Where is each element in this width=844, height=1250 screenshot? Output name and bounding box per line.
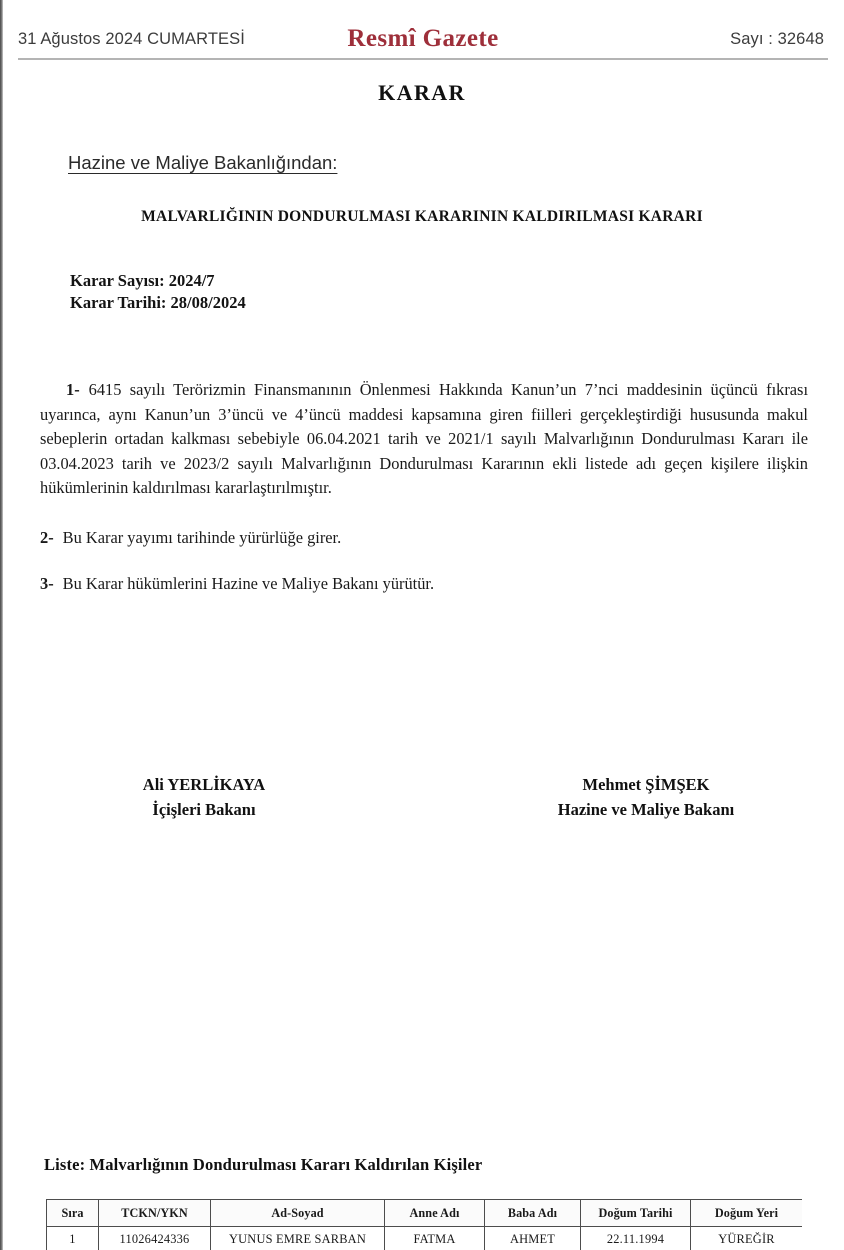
scan-edge-artifact [0, 0, 3, 1250]
decision-body [40, 378, 808, 597]
table-header-row [47, 1200, 803, 1227]
cell-ad-soyad: YUNUS EMRE SARBAN [211, 1227, 385, 1250]
cell-dogum-yeri: YÜREĞİR [691, 1227, 803, 1250]
signature-name-1: Ali YERLİKAYA [142, 775, 266, 794]
clause-1-text: 6415 sayılı Terörizmin Finansmanının Önlenmesi Hakkında Kanun’un 7’nci maddesinin üçüncü fıkrası uyarınca, aynı Kanun’un 3’üncü ve 4’üncü maddesi kapsamına giren fiilleri gerçekleştirdiği hususunda makul sebeplerin ortadan kalkması sebebiyle 06.04.2021 tarih ve 2021/1 sayılı Malvarlığının Dondurulması Kararı ile 03.04.2023 tarih ve 2023/2 sayılı Malvarlığının Dondurulması Kararının ekli listede adı geçen kişilere ilişkin hükümlerinin kaldırılması kararlaştırılmıştır. [40, 380, 808, 497]
column-header-baba-adi: Baba Adı [485, 1200, 581, 1227]
cell-tckn: 11026424336 [99, 1227, 211, 1250]
signature-role-1: İçişleri Bakanı [152, 800, 256, 819]
clause-3-text: Bu Karar hükümlerini Hazine ve Maliye Bakanı yürütür. [62, 574, 435, 593]
clause-3 [40, 572, 808, 597]
issuing-authority: Hazine ve Maliye Bakanlığından: [68, 152, 338, 173]
cell-sira: 1 [47, 1227, 99, 1250]
signature-interior-minister [12, 772, 396, 822]
clause-2-number: 2- [40, 527, 54, 547]
column-header-dogum-yeri: Doğum Yeri [691, 1200, 803, 1227]
list-heading: Liste: Malvarlığının Dondurulması Kararı Kaldırılan Kişiler [44, 1155, 483, 1174]
cell-baba-adi: AHMET [485, 1227, 581, 1250]
decision-date: Karar Tarihi: 28/08/2024 [70, 293, 246, 312]
cell-anne-adi: FATMA [385, 1227, 485, 1250]
signature-block [40, 772, 808, 822]
clause-2 [40, 526, 808, 551]
column-header-ad-soyad: Ad-Soyad [211, 1200, 385, 1227]
decision-heading: MALVARLIĞININ DONDURULMASI KARARININ KALDIRILMASI KARARI [141, 208, 703, 225]
clause-1-number: 1- [66, 380, 80, 399]
clause-1 [40, 378, 808, 501]
signature-name-2: Mehmet ŞİMŞEK [582, 775, 710, 794]
masthead-issue-number: Sayı : 32648 [730, 29, 824, 48]
decision-number: Karar Sayısı: 2024/7 [70, 271, 215, 290]
clause-2-text: Bu Karar yayımı tarihinde yürürlüğe girer. [62, 527, 342, 547]
page-title: KARAR [378, 80, 466, 105]
cell-dogum-tarihi: 22.11.1994 [581, 1227, 691, 1250]
masthead-divider [18, 58, 828, 60]
decision-meta [70, 270, 246, 314]
list-table-container [46, 1199, 802, 1250]
column-header-tckn: TCKN/YKN [99, 1200, 211, 1227]
masthead [18, 22, 828, 56]
column-header-dogum-tarihi: Doğum Tarihi [581, 1200, 691, 1227]
masthead-date: 31 Ağustos 2024 CUMARTESİ [18, 29, 245, 48]
signature-finance-minister [454, 772, 838, 822]
clause-3-number: 3- [40, 574, 54, 593]
table-row [47, 1227, 803, 1250]
signature-role-2: Hazine ve Maliye Bakanı [557, 800, 735, 819]
column-header-anne-adi: Anne Adı [385, 1200, 485, 1227]
persons-table [46, 1199, 802, 1250]
column-header-sira: Sıra [47, 1200, 99, 1227]
masthead-title: Resmî Gazete [347, 25, 499, 52]
